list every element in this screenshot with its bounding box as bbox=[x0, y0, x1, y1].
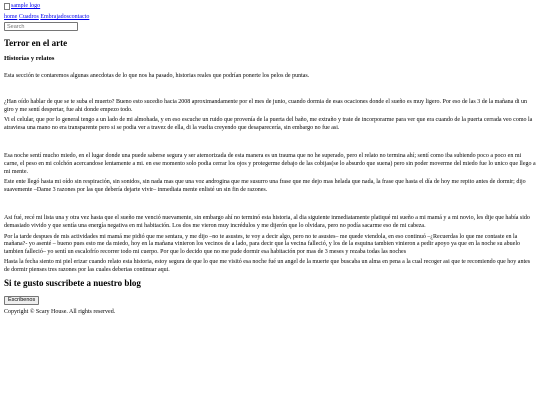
story-paragraph: Por la tarde despues de mis actividades mi mamá me pidió que me sentara, y me dijo –no te asustes, te voy a decir algo, pero no te asustes– me quede viendola, en eso continuó –¿Recuerdas lo que me contaste en la mañana?- yo asenté – bueno pues esto me da miedo, hoy en la mañana vinieron los vecinos de a lado, para decir que la vecina falleció, y los de la esquina tambien vinieron a pedir apoyo ya que en la noche su abuelo tambien falleció– yo sentí un escalofrío recorrer todo mi cuerpo. Por que lo decido que no me pude dormir esa habitación por mas de 3 meses y rezaba todas las noches bbox=[4, 233, 520, 255]
story-paragraph: Asi fué, recé mi lista una y otra vez hasta que el sueño me venció nuevamente, sin embargo ahí no terminó esta historia, al dia siguiente inmediatamente platiqué mi sueño a mi mamá y a mi novio, les dije que había sido demasiado vivido y que sentía una energía negativa en mi habitación. Los dos me vieron muy incrédulos y me dijerón que lo olvidara, pero no podía sacarme eso de mi cabeza. bbox=[4, 215, 530, 230]
article-subtitle: Historias y relatos bbox=[4, 55, 55, 63]
story-paragraph: Este ente llegó hasta mi oído sin respiración, sin sonidos, sin nada mas que una voz androgina que me susurro una frase que me dejo mas helada que nada, la frase que hasta el día de hoy me repito antes de dormir; dijo suavemente –Dame 3 razones por las que debería dejarte vivir– inmediata mente enlisté un sin fin de razones. bbox=[4, 179, 526, 193]
subscribe-button[interactable]: Escribenos bbox=[4, 296, 39, 305]
story-paragraph: Vi el celular, que por lo general tengo a un lado de mi almohada, y en eso escuche un ruido que provenía de la puerta del baño, me extraño y trate de incorporarme para ver que era cuando de la puerta cerrada veo como la atraviesa una mano no era transparente pero si se podia ver a travez de ella, di la vuelta creyendo que desaparecería, sin embargo no fue asi. bbox=[4, 117, 533, 131]
search-input[interactable] bbox=[4, 22, 78, 31]
intro-paragraph: Esta sección te contaremos algunas anecdotas de lo que nos ha pasado, historias reales que podrían ponerte los pelos de puntas. bbox=[4, 73, 310, 80]
main-nav bbox=[4, 14, 536, 22]
page-title: Terror en el arte bbox=[4, 38, 68, 49]
nav-home[interactable]: home bbox=[4, 13, 18, 20]
spacer bbox=[4, 87, 536, 99]
nav-contacto[interactable]: contacto bbox=[69, 13, 90, 20]
logo-link[interactable] bbox=[4, 3, 40, 11]
site-footer bbox=[4, 309, 536, 317]
spacer bbox=[4, 135, 536, 153]
nav-embrajados[interactable]: Embrajados bbox=[40, 13, 70, 20]
story-paragraph: Esa noche sentí mucho miedo, en el lugar donde una puede saberse segura y ser atemorizada de esta manera es un trauma que no he superado, pero el relato no termina ahí; sentí como iba subiendo poco a poco en mi carne, el peso en mi colchón acercandose lentamente a mi. en ese momento solo podia cerrar los ojos y protegerme debajo de las cobijas(se lo absurdo que suena) pero sin poder moverme del miedo fue lo unico que llego a mi mente. bbox=[4, 153, 536, 175]
logo-alt-text: sample logo bbox=[11, 3, 41, 9]
nav-cuadros[interactable]: Cuadros bbox=[18, 13, 39, 20]
broken-image-icon bbox=[4, 3, 10, 10]
spacer bbox=[4, 197, 536, 215]
subscribe-heading: Si te gusto suscribete a nuestro blog bbox=[4, 277, 141, 288]
article bbox=[4, 38, 536, 274]
story-paragraph: ¿Han oído hablar de que se te suba el muerto? Bueno esto sucedio hacia 2008 aproximandamente por el mes de junio, cuando dormia de esas ocaciones donde el sueño es muy ligero. Por eso de las 3 de la mañana di un giro y me sentí despertar, fue ahi donde empezo todo. bbox=[4, 99, 528, 113]
copyright-text: Copyright © Scary House. All rights reserved. bbox=[4, 308, 116, 315]
site-header bbox=[4, 3, 536, 31]
subscribe-section bbox=[4, 278, 536, 305]
story-paragraph: Hasta la fecha siento mi piel erizar cuando relato esta historia, estoy segura de que lo que me visitó esa noche fué un angel de la muerte que buscaba un alma en pena a la cual recoger asi que te recomiendo que hoy antes de dormir pienses tres razones por las cuales deberias continuar aqui. bbox=[4, 259, 531, 273]
